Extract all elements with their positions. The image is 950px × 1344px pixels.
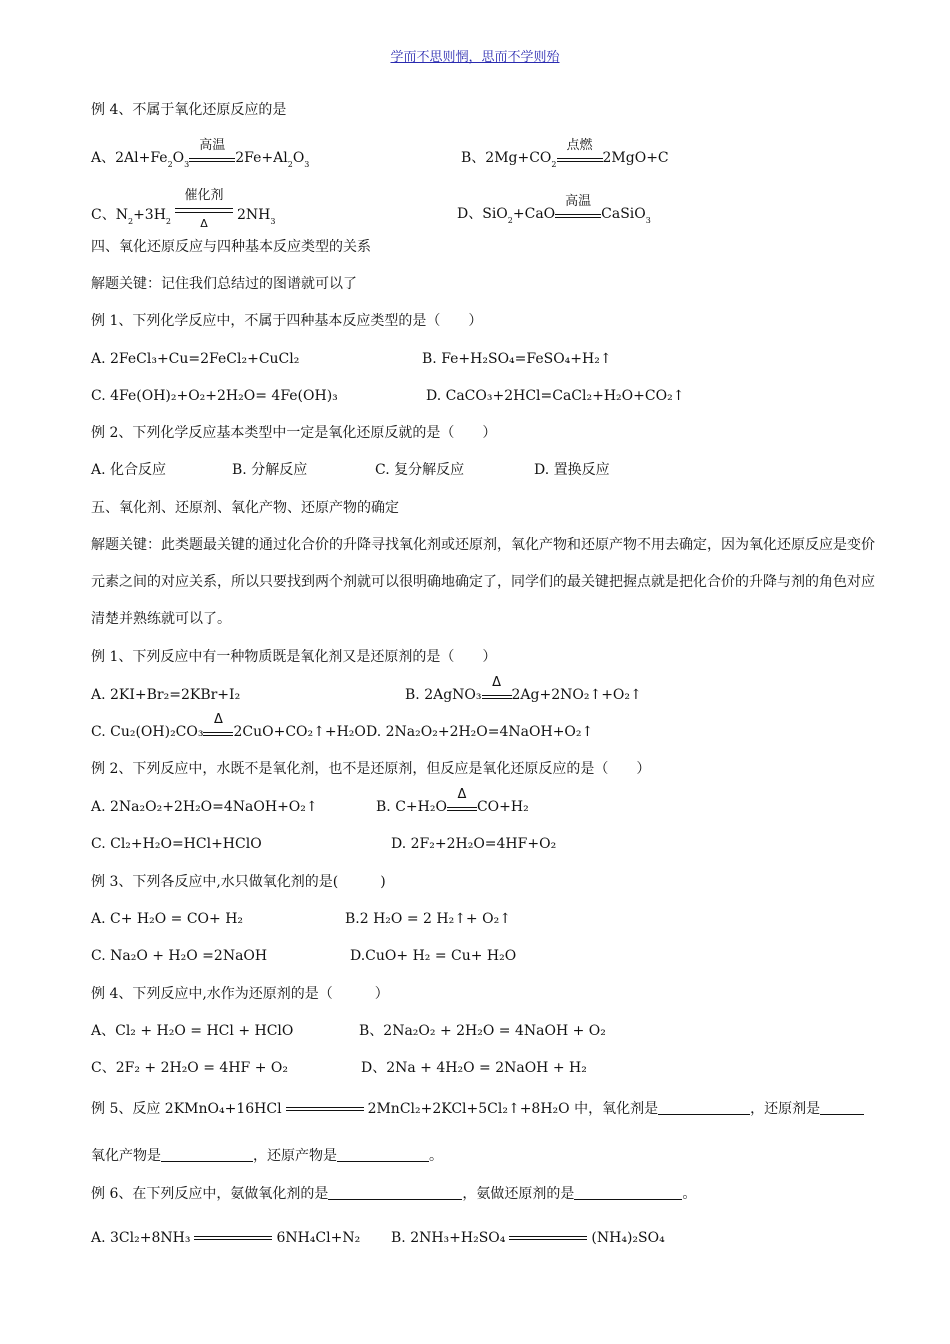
option-c (91, 712, 366, 740)
heat-symbol: Δ (457, 787, 467, 802)
sec4-ex2-options (91, 460, 881, 480)
heat-symbol: Δ (214, 712, 223, 727)
sec5-ex3-title: 例 3、下列各反应中,水只做氧化剂的是( ) (91, 874, 386, 890)
answer-blank-reductant[interactable] (820, 1100, 864, 1115)
sub: 2 (507, 216, 513, 225)
text: C. Cu₂(OH)₂CO₃ (91, 724, 204, 740)
sub: 2 (165, 217, 172, 226)
answer-blank-oxidant[interactable] (658, 1100, 750, 1115)
option-c: C. 复分解反应 (375, 462, 465, 478)
text: D、SiO (457, 206, 508, 222)
sub: 3 (645, 216, 651, 225)
sub: 3 (184, 160, 190, 169)
sub: 2 (127, 217, 134, 226)
ex4a-title: 例 4、不属于氧化还原反应的是 (91, 102, 287, 118)
equals-sign (509, 1236, 587, 1240)
option-a: A. 2FeCl₃+Cu=2FeCl₂+CuCl₂ (91, 351, 300, 367)
ex4a-row1 (91, 138, 881, 175)
text: B. 2NH₃+H₂SO₄ (391, 1230, 506, 1246)
sec4-ex2-title: 例 2、下列化学反应基本类型中一定是氧化还原反就的是（ ） (91, 425, 497, 441)
text: 。 (429, 1148, 443, 1164)
sec5-ex1-title: 例 1、下列反应中有一种物质既是氧化剂又是还原剂的是（ ） (91, 649, 497, 665)
text: O (292, 150, 305, 166)
sec5-ex2-title: 例 2、下列反应中，水既不是氧化剂，也不是还原剂，但反应是氧化还原反应的是（ ） (91, 761, 651, 777)
option-b: B、2Na₂O₂ + 2H₂O = 4NaOH + O₂ (359, 1023, 606, 1039)
option-b (391, 1228, 665, 1248)
option-c: C. Cl₂+H₂O=HCl+HClO (91, 836, 262, 852)
text: 2CuO+CO₂↑+H₂O (233, 724, 366, 740)
sub: 2 (287, 160, 293, 169)
option-d: D. 置换反应 (534, 462, 610, 478)
sec5-ex4-title: 例 4、下列反应中,水作为还原剂的是（ ） (91, 986, 389, 1002)
option-d: D.CuO+ H₂ = Cu+ H₂O (350, 948, 517, 964)
condition-label: 高温 (199, 138, 226, 153)
text: 例 5、反应 2KMnO₄+16HCl (91, 1101, 282, 1117)
text: A. 3Cl₂+8NH₃ (91, 1230, 191, 1246)
sec4-ex1-row1 (91, 349, 881, 369)
option-b (461, 138, 669, 175)
option-c: C. Na₂O + H₂O =2NaOH (91, 948, 268, 964)
option-a: A. 化合反应 (91, 462, 167, 478)
option-a: A、2Al+Fe (91, 150, 168, 166)
text: (NH₄)₂SO₄ (591, 1230, 665, 1246)
condition-arrow (557, 138, 603, 168)
heat-symbol: Δ (492, 675, 501, 690)
option-c: C、2F₂ + 2H₂O = 4HF + O₂ (91, 1060, 288, 1076)
text: B. C+H₂O (376, 799, 447, 815)
text: ，还原产物是 (253, 1148, 337, 1164)
option-a: A. 2Na₂O₂+2H₂O=4NaOH+O₂↑ (91, 799, 318, 815)
text: CaSiO (601, 206, 646, 222)
option-a: A、Cl₂ + H₂O = HCl + HClO (91, 1023, 294, 1039)
sub: 3 (270, 217, 276, 226)
option-a: A. C+ H₂O = CO+ H₂ (91, 911, 244, 927)
text: 6NH₄Cl+N₂ (276, 1230, 361, 1246)
text: ，氨做还原剂的是 (462, 1186, 575, 1202)
sec5-ex4-row1 (91, 1021, 881, 1041)
text: 。 (682, 1186, 697, 1202)
answer-blank-ammonia-reductant[interactable] (574, 1185, 682, 1200)
section-4-title: 四、氧化还原反应与四种基本反应类型的关系 (91, 239, 371, 255)
answer-blank-oxidation-product[interactable] (161, 1147, 253, 1162)
sub: 3 (304, 160, 310, 169)
heat-arrow (447, 787, 477, 817)
sec4-ex1-title: 例 1、下列化学反应中，不属于四种基本反应类型的是（ ） (91, 313, 483, 329)
section-4-key: 解题关键：记住我们总结过的图谱就可以了 (91, 276, 357, 292)
sec5-ex1-row1 (91, 675, 881, 705)
answer-blank-reduction-product[interactable] (337, 1147, 429, 1162)
option-b: B.2 H₂O = 2 H₂↑+ O₂↑ (345, 911, 511, 927)
option-b: B. 分解反应 (232, 462, 308, 478)
sub: 2 (551, 160, 557, 169)
heat-arrow (203, 712, 233, 742)
option-d: D、2Na + 4H₂O = 2NaOH + H₂ (361, 1060, 587, 1076)
sec5-ex5-line1 (91, 1099, 881, 1119)
condition-arrow (555, 194, 601, 224)
option-d: D. 2Na₂O₂+2H₂O=4NaOH+O₂↑ (366, 724, 594, 740)
text: +3H (133, 207, 166, 223)
sec5-ex3-row2 (91, 946, 881, 966)
page-header: 学而不思则惘，思而不学则殆 (390, 50, 560, 65)
text: 2MnCl₂+2KCl+5Cl₂↑+8H₂O 中，氧化剂是 (367, 1101, 659, 1117)
sec5-ex1-row2 (91, 712, 881, 742)
text: +CaO (512, 206, 556, 222)
condition-label: 高温 (565, 194, 592, 209)
option-b (376, 787, 529, 817)
condition-arrow (189, 138, 235, 168)
option-a: A. 2KI+Br₂=2KBr+I₂ (91, 687, 241, 703)
equals-sign (286, 1107, 364, 1111)
text: 2Ag+2NO₂↑+O₂↑ (511, 687, 642, 703)
section-5-title: 五、氧化剂、还原剂、氧化产物、还原产物的确定 (91, 500, 399, 516)
sec5-ex6-options (91, 1228, 881, 1248)
option-b (405, 675, 642, 705)
equals-sign (194, 1236, 272, 1240)
text: B、2Mg+CO (461, 150, 552, 166)
option-b: B. Fe+H₂SO₄=FeSO₄+H₂↑ (422, 351, 612, 367)
reversible-arrow (171, 188, 237, 230)
text: 2MgO+C (602, 150, 669, 166)
text: CO+H₂ (476, 799, 529, 815)
option-c: C、N (91, 207, 128, 223)
ex4a-row2 (91, 188, 881, 232)
sec5-ex2-row2 (91, 834, 881, 854)
sub: 2 (167, 160, 173, 169)
text: 例 6、在下列反应中，氨做氧化剂的是 (91, 1186, 329, 1202)
condition-label: 催化剂 (184, 188, 224, 203)
sec4-ex1-row2 (91, 386, 881, 406)
heat-arrow (482, 675, 512, 705)
condition-label: 点燃 (566, 138, 593, 153)
text: O (172, 150, 185, 166)
heat-symbol: Δ (200, 217, 208, 230)
text: 2Fe+Al (235, 150, 288, 166)
answer-blank-ammonia-oxidant[interactable] (328, 1185, 462, 1200)
option-a (91, 1230, 360, 1246)
sec5-ex2-row1 (91, 787, 881, 817)
sec5-ex5-line2 (91, 1146, 881, 1166)
text: 2NH (237, 207, 271, 223)
section-5-key: 解题关键：此类题最关键的通过化合价的升降寻找氧化剂或还原剂，氧化产物和还原产物不用去确定，因为氧化还原反应是变价元素之间的对应关系，所以只要找到两个剂就可以很明确地确定了，同学们的最关键把握点就是把化合价的升降与剂的角色对应清楚并熟练就可以了。 (91, 537, 875, 627)
sec5-ex3-row1 (91, 909, 881, 929)
option-d: D. 2F₂+2H₂O=4HF+O₂ (391, 836, 557, 852)
text: ，还原剂是 (750, 1101, 821, 1117)
text: 氧化产物是 (91, 1148, 161, 1164)
text: B. 2AgNO₃ (405, 687, 482, 703)
option-d: D. CaCO₃+2HCl=CaCl₂+H₂O+CO₂↑ (426, 388, 685, 404)
option-d (457, 194, 651, 231)
sec5-ex6-title (91, 1184, 881, 1204)
sec5-ex4-row2 (91, 1058, 881, 1078)
option-c: C. 4Fe(OH)₂+O₂+2H₂O= 4Fe(OH)₃ (91, 388, 338, 404)
